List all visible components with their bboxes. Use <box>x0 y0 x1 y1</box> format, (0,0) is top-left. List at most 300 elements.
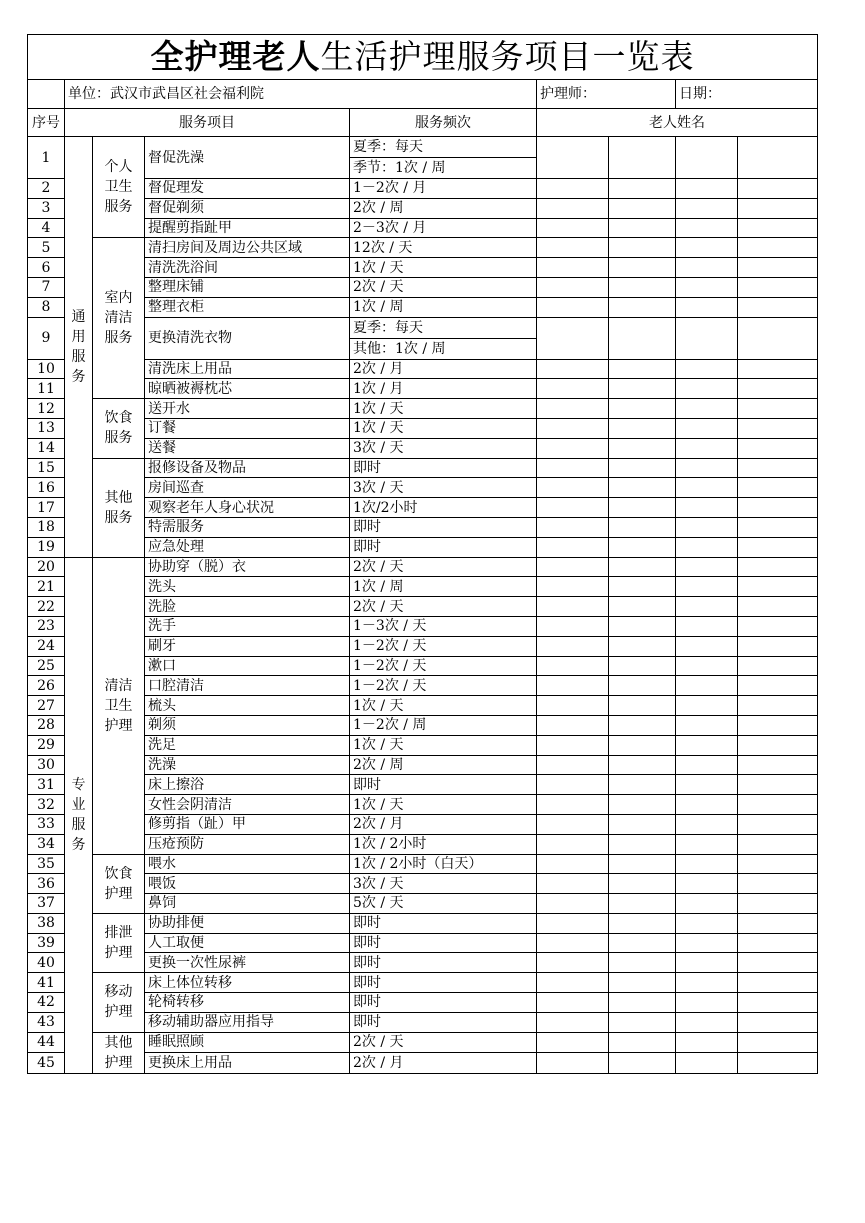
service-item: 洗脸 <box>145 597 350 617</box>
table-row <box>28 874 818 894</box>
elder-name-cell[interactable] <box>537 854 609 874</box>
service-item: 刷牙 <box>145 636 350 656</box>
service-frequency: 3次 / 天 <box>350 438 537 458</box>
elder-name-cell[interactable] <box>676 418 738 438</box>
subcategory-label: 排泄护理 <box>104 925 133 962</box>
elder-name-cell[interactable] <box>537 198 609 218</box>
elder-name-cell[interactable] <box>537 616 609 636</box>
elder-name-cell[interactable] <box>738 636 818 656</box>
elder-name-cell[interactable] <box>609 953 676 973</box>
title-bold: 全护理老人 <box>150 37 321 76</box>
elder-name-cell[interactable] <box>676 258 738 278</box>
header-freq: 服务频次 <box>350 109 537 137</box>
elder-name-cell[interactable] <box>738 814 818 834</box>
row-number: 21 <box>28 577 65 597</box>
row-number: 45 <box>28 1053 65 1074</box>
elder-name-cell[interactable] <box>609 973 676 993</box>
service-frequency: 2次 / 天 <box>350 277 537 297</box>
elder-name-cell[interactable] <box>537 775 609 795</box>
service-item: 口腔清洁 <box>145 676 350 696</box>
elder-name-cell[interactable] <box>537 715 609 735</box>
elder-name-cell[interactable] <box>537 795 609 815</box>
elder-name-cell[interactable] <box>676 656 738 676</box>
service-item: 洗手 <box>145 616 350 636</box>
title-rest: 生活护理服务项目一览表 <box>320 37 695 76</box>
row-number: 38 <box>28 913 65 933</box>
elder-name-cell[interactable] <box>738 317 818 359</box>
elder-name-cell[interactable] <box>537 973 609 993</box>
service-item: 清扫房间及周边公共区域 <box>145 238 350 258</box>
elder-name-cell[interactable] <box>537 755 609 775</box>
elder-name-cell[interactable] <box>609 834 676 854</box>
table-row <box>28 218 818 238</box>
table-row <box>28 478 818 498</box>
elder-name-cell[interactable] <box>537 577 609 597</box>
service-item: 鼻饲 <box>145 894 350 914</box>
table-row <box>28 973 818 993</box>
table-row <box>28 1053 818 1074</box>
elder-name-cell[interactable] <box>676 137 738 179</box>
elder-name-cell[interactable] <box>676 218 738 238</box>
elder-name-cell[interactable] <box>537 517 609 537</box>
row-number: 32 <box>28 795 65 815</box>
elder-name-cell[interactable] <box>676 715 738 735</box>
service-item: 送餐 <box>145 438 350 458</box>
elder-name-cell[interactable] <box>537 537 609 557</box>
elder-name-cell[interactable] <box>738 258 818 278</box>
row-number: 5 <box>28 238 65 258</box>
elder-name-cell[interactable] <box>609 854 676 874</box>
elder-name-cell[interactable] <box>609 913 676 933</box>
elder-name-cell[interactable] <box>609 379 676 399</box>
elder-name-cell[interactable] <box>537 1032 609 1053</box>
elder-name-cell[interactable] <box>738 913 818 933</box>
elder-name-cell[interactable] <box>537 656 609 676</box>
table-row <box>28 537 818 557</box>
table-row <box>28 993 818 1013</box>
service-frequency: 2次 / 天 <box>350 597 537 617</box>
elder-name-cell[interactable] <box>676 894 738 914</box>
elder-name-cell[interactable] <box>609 775 676 795</box>
elder-name-cell[interactable] <box>609 557 676 577</box>
elder-name-cell[interactable] <box>676 198 738 218</box>
table-row <box>28 1012 818 1032</box>
row-number: 37 <box>28 894 65 914</box>
row-number: 28 <box>28 715 65 735</box>
elder-name-cell[interactable] <box>738 597 818 617</box>
row-number: 27 <box>28 696 65 716</box>
elder-name-cell[interactable] <box>738 993 818 1013</box>
elder-name-cell[interactable] <box>537 458 609 478</box>
service-frequency: 12次 / 天 <box>350 238 537 258</box>
subcategory-cell <box>93 973 145 1032</box>
service-frequency: 3次 / 天 <box>350 478 537 498</box>
service-item: 喂水 <box>145 854 350 874</box>
elder-name-cell[interactable] <box>609 537 676 557</box>
elder-name-cell[interactable] <box>537 735 609 755</box>
subcategory-label: 饮食护理 <box>104 865 133 902</box>
table-row <box>28 775 818 795</box>
elder-name-cell[interactable] <box>676 1032 738 1053</box>
table-row <box>28 359 818 379</box>
elder-name-cell[interactable] <box>609 616 676 636</box>
row-number: 33 <box>28 814 65 834</box>
elder-name-cell[interactable] <box>537 834 609 854</box>
subcategory-cell <box>93 137 145 238</box>
subcategory-label: 移动护理 <box>104 984 133 1021</box>
elder-name-cell[interactable] <box>609 735 676 755</box>
service-item: 床上擦浴 <box>145 775 350 795</box>
elder-name-cell[interactable] <box>676 953 738 973</box>
service-item: 整理床铺 <box>145 277 350 297</box>
elder-name-cell[interactable] <box>676 1012 738 1032</box>
row-number: 10 <box>28 359 65 379</box>
service-frequency: 1－2次 / 天 <box>350 656 537 676</box>
service-frequency: 即时 <box>350 775 537 795</box>
elder-name-cell[interactable] <box>738 577 818 597</box>
elder-name-cell[interactable] <box>738 418 818 438</box>
elder-name-cell[interactable] <box>609 1053 676 1074</box>
elder-name-cell[interactable] <box>537 179 609 199</box>
row-number: 3 <box>28 198 65 218</box>
elder-name-cell[interactable] <box>537 297 609 317</box>
elder-name-cell[interactable] <box>676 854 738 874</box>
service-frequency: 1次 / 周 <box>350 297 537 317</box>
elder-name-cell[interactable] <box>609 715 676 735</box>
service-frequency: 1次 / 天 <box>350 735 537 755</box>
elder-name-cell[interactable] <box>537 874 609 894</box>
service-frequency: 1次/2小时 <box>350 498 537 518</box>
elder-name-cell[interactable] <box>537 277 609 297</box>
subcategory-cell <box>93 913 145 972</box>
elder-name-cell[interactable] <box>738 775 818 795</box>
elder-name-cell[interactable] <box>676 676 738 696</box>
info-row <box>28 80 818 109</box>
row-number: 40 <box>28 953 65 973</box>
elder-name-cell[interactable] <box>676 438 738 458</box>
row-number: 20 <box>28 557 65 577</box>
row-number: 44 <box>28 1032 65 1053</box>
frequency-line: 夏季：每天 <box>353 139 423 155</box>
table-row <box>28 198 818 218</box>
elder-name-cell[interactable] <box>738 874 818 894</box>
elder-name-cell[interactable] <box>537 814 609 834</box>
service-item: 剃须 <box>145 715 350 735</box>
elder-name-cell[interactable] <box>676 913 738 933</box>
table-row <box>28 597 818 617</box>
elder-name-cell[interactable] <box>738 179 818 199</box>
row-number: 22 <box>28 597 65 617</box>
elder-name-cell[interactable] <box>676 874 738 894</box>
elder-name-cell[interactable] <box>537 379 609 399</box>
elder-name-cell[interactable] <box>738 795 818 815</box>
elder-name-cell[interactable] <box>537 557 609 577</box>
elder-name-cell[interactable] <box>609 438 676 458</box>
elder-name-cell[interactable] <box>676 1053 738 1074</box>
elder-name-cell[interactable] <box>676 933 738 953</box>
elder-name-cell[interactable] <box>676 973 738 993</box>
elder-name-cell[interactable] <box>676 834 738 854</box>
elder-name-cell[interactable] <box>676 458 738 478</box>
elder-name-cell[interactable] <box>738 198 818 218</box>
elder-name-cell[interactable] <box>676 238 738 258</box>
elder-name-cell[interactable] <box>609 1012 676 1032</box>
service-item: 洗澡 <box>145 755 350 775</box>
elder-name-cell[interactable] <box>609 218 676 238</box>
service-frequency: 即时 <box>350 993 537 1013</box>
elder-name-cell[interactable] <box>738 755 818 775</box>
elder-name-cell[interactable] <box>537 218 609 238</box>
row-number: 36 <box>28 874 65 894</box>
elder-name-cell[interactable] <box>738 297 818 317</box>
elder-name-cell[interactable] <box>676 537 738 557</box>
elder-name-cell[interactable] <box>738 517 818 537</box>
service-item: 更换一次性尿裤 <box>145 953 350 973</box>
elder-name-cell[interactable] <box>537 636 609 656</box>
subcategory-label: 室内清洁服务 <box>104 290 133 347</box>
elder-name-cell[interactable] <box>537 676 609 696</box>
elder-name-cell[interactable] <box>609 636 676 656</box>
service-item: 人工取便 <box>145 933 350 953</box>
service-item: 晾晒被褥枕芯 <box>145 379 350 399</box>
elder-name-cell[interactable] <box>676 795 738 815</box>
service-frequency: 即时 <box>350 973 537 993</box>
elder-name-cell[interactable] <box>609 498 676 518</box>
elder-name-cell[interactable] <box>609 458 676 478</box>
elder-name-cell[interactable] <box>609 399 676 419</box>
elder-name-cell[interactable] <box>537 238 609 258</box>
elder-name-cell[interactable] <box>676 277 738 297</box>
row-number: 42 <box>28 993 65 1013</box>
service-item: 整理衣柜 <box>145 297 350 317</box>
elder-name-cell[interactable] <box>676 814 738 834</box>
elder-name-cell[interactable] <box>738 1053 818 1074</box>
elder-name-cell[interactable] <box>609 418 676 438</box>
service-item: 压疮预防 <box>145 834 350 854</box>
service-frequency: 1－2次 / 周 <box>350 715 537 735</box>
service-frequency <box>350 137 537 179</box>
elder-name-cell[interactable] <box>676 297 738 317</box>
elder-name-cell[interactable] <box>609 1032 676 1053</box>
table-row <box>28 636 818 656</box>
row-number: 31 <box>28 775 65 795</box>
service-frequency: 1次 / 天 <box>350 399 537 419</box>
elder-name-cell[interactable] <box>537 894 609 914</box>
elder-name-cell[interactable] <box>676 317 738 359</box>
elder-name-cell[interactable] <box>738 478 818 498</box>
elder-name-cell[interactable] <box>609 317 676 359</box>
row-number: 35 <box>28 854 65 874</box>
elder-name-cell[interactable] <box>609 993 676 1013</box>
row-number: 43 <box>28 1012 65 1032</box>
row-number: 4 <box>28 218 65 238</box>
elder-name-cell[interactable] <box>738 834 818 854</box>
elder-name-cell[interactable] <box>676 755 738 775</box>
table-row <box>28 834 818 854</box>
elder-name-cell[interactable] <box>609 874 676 894</box>
elder-name-cell[interactable] <box>537 597 609 617</box>
elder-name-cell[interactable] <box>537 137 609 179</box>
service-frequency: 即时 <box>350 1012 537 1032</box>
elder-name-cell[interactable] <box>609 795 676 815</box>
service-item: 清洗床上用品 <box>145 359 350 379</box>
elder-name-cell[interactable] <box>676 478 738 498</box>
elder-name-cell[interactable] <box>676 379 738 399</box>
elder-name-cell[interactable] <box>609 577 676 597</box>
elder-name-cell[interactable] <box>676 616 738 636</box>
elder-name-cell[interactable] <box>676 993 738 1013</box>
elder-name-cell[interactable] <box>609 597 676 617</box>
elder-name-cell[interactable] <box>738 137 818 179</box>
row-number: 23 <box>28 616 65 636</box>
elder-name-cell[interactable] <box>676 577 738 597</box>
elder-name-cell[interactable] <box>738 277 818 297</box>
elder-name-cell[interactable] <box>537 418 609 438</box>
elder-name-cell[interactable] <box>537 953 609 973</box>
elder-name-cell[interactable] <box>738 458 818 478</box>
service-frequency: 即时 <box>350 913 537 933</box>
elder-name-cell[interactable] <box>676 399 738 419</box>
elder-name-cell[interactable] <box>738 498 818 518</box>
elder-name-cell[interactable] <box>609 297 676 317</box>
service-frequency <box>350 317 537 359</box>
elder-name-cell[interactable] <box>676 636 738 656</box>
table-row <box>28 238 818 258</box>
service-item: 更换清洗衣物 <box>145 317 350 359</box>
header-item: 服务项目 <box>65 109 350 137</box>
elder-name-cell[interactable] <box>537 1012 609 1032</box>
elder-name-cell[interactable] <box>676 498 738 518</box>
elder-name-cell[interactable] <box>738 218 818 238</box>
table-row <box>28 933 818 953</box>
elder-name-cell[interactable] <box>738 676 818 696</box>
elder-name-cell[interactable] <box>676 775 738 795</box>
elder-name-cell[interactable] <box>537 317 609 359</box>
elder-name-cell[interactable] <box>609 137 676 179</box>
elder-name-cell[interactable] <box>537 933 609 953</box>
elder-name-cell[interactable] <box>738 399 818 419</box>
table-row <box>28 399 818 419</box>
elder-name-cell[interactable] <box>609 814 676 834</box>
elder-name-cell[interactable] <box>537 258 609 278</box>
elder-name-cell[interactable] <box>609 933 676 953</box>
elder-name-cell[interactable] <box>738 953 818 973</box>
service-frequency: 1－3次 / 天 <box>350 616 537 636</box>
frequency-line: 夏季：每天 <box>353 319 423 336</box>
elder-name-cell[interactable] <box>738 238 818 258</box>
row-number: 16 <box>28 478 65 498</box>
table-row <box>28 616 818 636</box>
elder-name-cell[interactable] <box>676 517 738 537</box>
elder-name-cell[interactable] <box>738 894 818 914</box>
elder-name-cell[interactable] <box>609 676 676 696</box>
service-frequency: 1次 / 2小时 <box>350 834 537 854</box>
elder-name-cell[interactable] <box>676 179 738 199</box>
elder-name-cell[interactable] <box>537 498 609 518</box>
elder-name-cell[interactable] <box>537 696 609 716</box>
elder-name-cell[interactable] <box>537 438 609 458</box>
service-frequency: 2－3次 / 月 <box>350 218 537 238</box>
elder-name-cell[interactable] <box>609 198 676 218</box>
elder-name-cell[interactable] <box>738 537 818 557</box>
elder-name-cell[interactable] <box>537 359 609 379</box>
elder-name-cell[interactable] <box>609 258 676 278</box>
elder-name-cell[interactable] <box>738 696 818 716</box>
title-row <box>28 35 818 80</box>
elder-name-cell[interactable] <box>738 616 818 636</box>
elder-name-cell[interactable] <box>676 735 738 755</box>
elder-name-cell[interactable] <box>738 1012 818 1032</box>
elder-name-cell[interactable] <box>738 438 818 458</box>
service-frequency: 2次 / 天 <box>350 557 537 577</box>
row-number: 12 <box>28 399 65 419</box>
service-frequency: 1次 / 月 <box>350 379 537 399</box>
elder-name-cell[interactable] <box>738 973 818 993</box>
elder-name-cell[interactable] <box>609 755 676 775</box>
row-number: 9 <box>28 317 65 359</box>
row-number: 26 <box>28 676 65 696</box>
subcategory-label: 个人卫生服务 <box>104 159 133 216</box>
frequency-line: 其他：1次 / 周 <box>350 338 536 359</box>
elder-name-cell[interactable] <box>676 359 738 379</box>
header-elder: 老人姓名 <box>537 109 818 137</box>
service-item: 睡眠照顾 <box>145 1032 350 1053</box>
elder-name-cell[interactable] <box>738 557 818 577</box>
elder-name-cell[interactable] <box>537 913 609 933</box>
elder-name-cell[interactable] <box>738 715 818 735</box>
elder-name-cell[interactable] <box>676 696 738 716</box>
elder-name-cell[interactable] <box>738 854 818 874</box>
service-frequency: 1次 / 天 <box>350 258 537 278</box>
service-frequency: 2次 / 月 <box>350 359 537 379</box>
elder-name-cell[interactable] <box>738 735 818 755</box>
elder-name-cell[interactable] <box>537 399 609 419</box>
elder-name-cell[interactable] <box>609 179 676 199</box>
elder-name-cell[interactable] <box>609 894 676 914</box>
elder-name-cell[interactable] <box>738 656 818 676</box>
elder-name-cell[interactable] <box>537 1053 609 1074</box>
elder-name-cell[interactable] <box>676 557 738 577</box>
elder-name-cell[interactable] <box>738 1032 818 1053</box>
elder-name-cell[interactable] <box>609 656 676 676</box>
elder-name-cell[interactable] <box>609 238 676 258</box>
table-row <box>28 317 818 359</box>
service-frequency: 即时 <box>350 517 537 537</box>
elder-name-cell[interactable] <box>738 379 818 399</box>
elder-name-cell[interactable] <box>609 696 676 716</box>
frequency-line: 季节：1次 / 周 <box>350 157 536 178</box>
row-number: 29 <box>28 735 65 755</box>
table-row <box>28 795 818 815</box>
row-number: 41 <box>28 973 65 993</box>
elder-name-cell[interactable] <box>609 478 676 498</box>
elder-name-cell[interactable] <box>537 478 609 498</box>
elder-name-cell[interactable] <box>609 277 676 297</box>
elder-name-cell[interactable] <box>738 359 818 379</box>
service-table <box>27 34 818 1074</box>
elder-name-cell[interactable] <box>537 993 609 1013</box>
table-row <box>28 258 818 278</box>
elder-name-cell[interactable] <box>738 933 818 953</box>
service-item: 督促理发 <box>145 179 350 199</box>
elder-name-cell[interactable] <box>676 597 738 617</box>
service-item: 观察老年人身心状况 <box>145 498 350 518</box>
category-label: 通用服务 <box>71 308 86 385</box>
elder-name-cell[interactable] <box>609 359 676 379</box>
elder-name-cell[interactable] <box>609 517 676 537</box>
service-item: 床上体位转移 <box>145 973 350 993</box>
row-number: 25 <box>28 656 65 676</box>
